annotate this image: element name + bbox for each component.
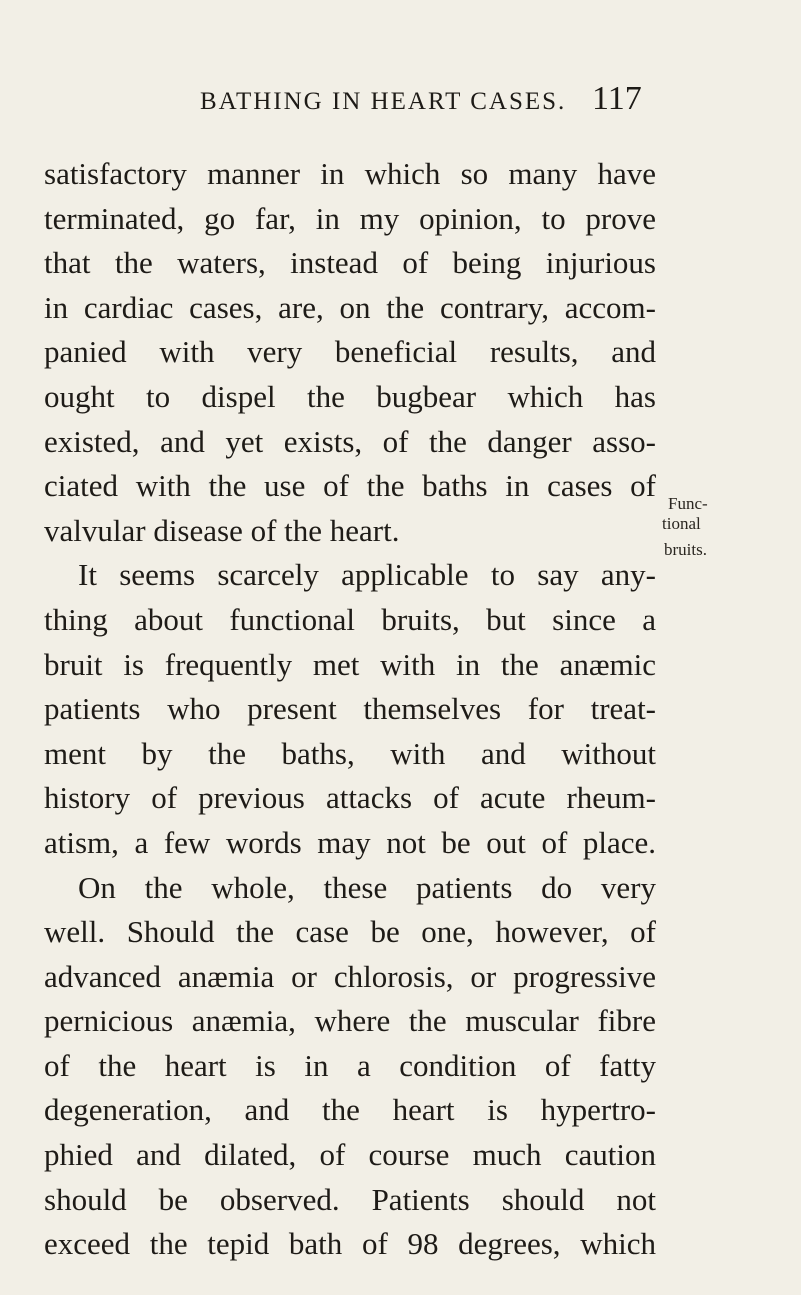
text-line: of the heart is in a condition of fatty: [44, 1047, 656, 1083]
text-line: ought to dispel the bugbear which has: [44, 378, 656, 414]
text-line: thing about functional bruits, but since a: [44, 601, 656, 637]
text-line: ment by the baths, with and without: [44, 735, 656, 771]
text-line: should be observed. Patients should not: [44, 1181, 656, 1217]
text-line: advanced anæmia or chlorosis, or progressive: [44, 958, 656, 994]
paragraph-start-line: On the whole, these patients do very: [78, 869, 656, 905]
body-text: [44, 152, 656, 1267]
text-line: history of previous attacks of acute rheum-: [44, 780, 656, 816]
text-line: patients who present themselves for treat-: [44, 691, 656, 727]
text-line: panied with very beneficial results, and: [44, 334, 656, 370]
text-line: existed, and yet exists, of the danger asso-: [44, 423, 656, 459]
margin-note-line: bruits.: [664, 540, 707, 559]
text-line: phied and dilated, of course much caution: [44, 1137, 656, 1173]
margin-note-line: Func-: [668, 494, 708, 513]
text-line: that the waters, instead of being injurious: [44, 245, 656, 281]
paragraph-start-line: It seems scarcely applicable to say any-: [78, 557, 656, 593]
text-line: exceed the tepid bath of 98 degrees, which: [44, 1226, 656, 1262]
running-head: BATHING IN HEART CASES.: [200, 88, 567, 115]
text-line: atism, a few words may not be out of place.: [44, 824, 656, 860]
text-line: in cardiac cases, are, on the contrary, accom-: [44, 289, 656, 325]
paragraph-end-line: valvular disease of the heart.: [44, 512, 400, 548]
text-line: degeneration, and the heart is hypertro-: [44, 1092, 656, 1128]
text-line: well. Should the case be one, however, of: [44, 914, 656, 950]
text-line: bruit is frequently met with in the anæmic: [44, 646, 656, 682]
page-number: 117: [592, 80, 642, 117]
margin-note-line: tional: [662, 514, 701, 533]
text-line: pernicious anæmia, where the muscular fibre: [44, 1003, 656, 1039]
text-line: ciated with the use of the baths in cases of: [44, 468, 656, 504]
text-line: terminated, go far, in my opinion, to prove: [44, 200, 656, 236]
text-line: satisfactory manner in which so many have: [44, 156, 656, 191]
